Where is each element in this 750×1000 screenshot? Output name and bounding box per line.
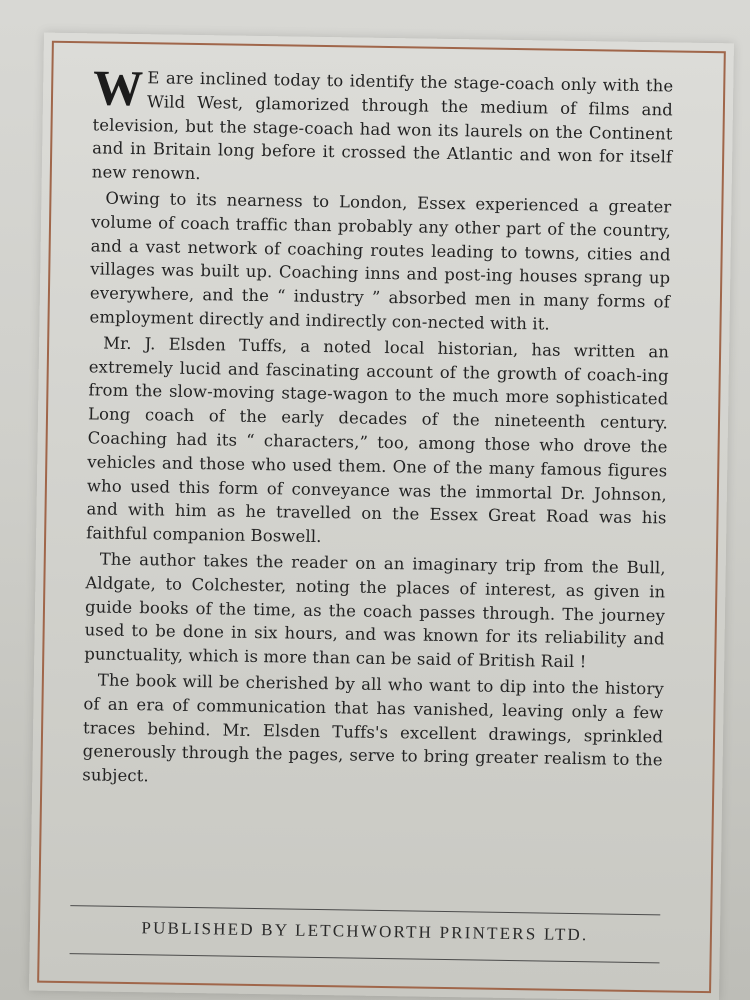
blurb-paragraph-1	[91, 59, 674, 193]
blurb-paragraph-4: The author takes the reader on an imaginary trip from the Bull, Aldgate, to Colchester, noting the places of interest, as given in guide books of the time, as the coach passes through. The journey used to be done in six hours, and was known for its reliability and punctuality, which is more than can be said of British Rail !	[84, 549, 666, 672]
blurb-paragraph-5: The book will be cherished by all who want to dip into the history of an era of communication that has vanished, leaving only a few traces behind. Mr. Elsden Tuffs's excellent drawings, sprinkled generously through the pages, serve to bring greater realism to the subject.	[82, 670, 664, 786]
blurb-paragraph-2: Owing to its nearness to London, Essex experienced a greater volume of coach traffic than probably any other part of the country, and a vast network of coaching routes leading to towns, cities and villages was built up. Coaching inns and post-ing houses sprang up everywhere, and the “ industry ” absorbed men in many forms of employment directly and indirectly con-nected with it.	[89, 188, 672, 334]
book-back-cover	[29, 33, 734, 1000]
blurb-text	[82, 59, 674, 798]
paragraph-1-text: E are inclined today to identify the stage-coach only with the Wild West, glamorized through the medium of films and television, but the stage-coach had won its laurels on the Continent and in Britain long before it crossed the Atlantic and won for itself new renown.	[91, 68, 674, 184]
publisher-imprint: PUBLISHED BY LETCHWORTH PRINTERS LTD.	[141, 918, 589, 945]
blurb-paragraph-3: Mr. J. Elsden Tuffs, a noted local historian, has written an extremely lucid and fascinating account of the growth of coach-ing from the slow-moving stage-wagon to the much more sophisticated Long coach of the early decades of the nineteenth century. Coaching had its “ characters,” too, among those who drove the vehicles and those who used them. One of the many famous figures who used this form of conveyance was the immortal Dr. Johnson, and with him as he travelled on the Essex Great Road was his faithful companion Boswell.	[86, 333, 670, 547]
drop-cap: W	[92, 59, 144, 117]
